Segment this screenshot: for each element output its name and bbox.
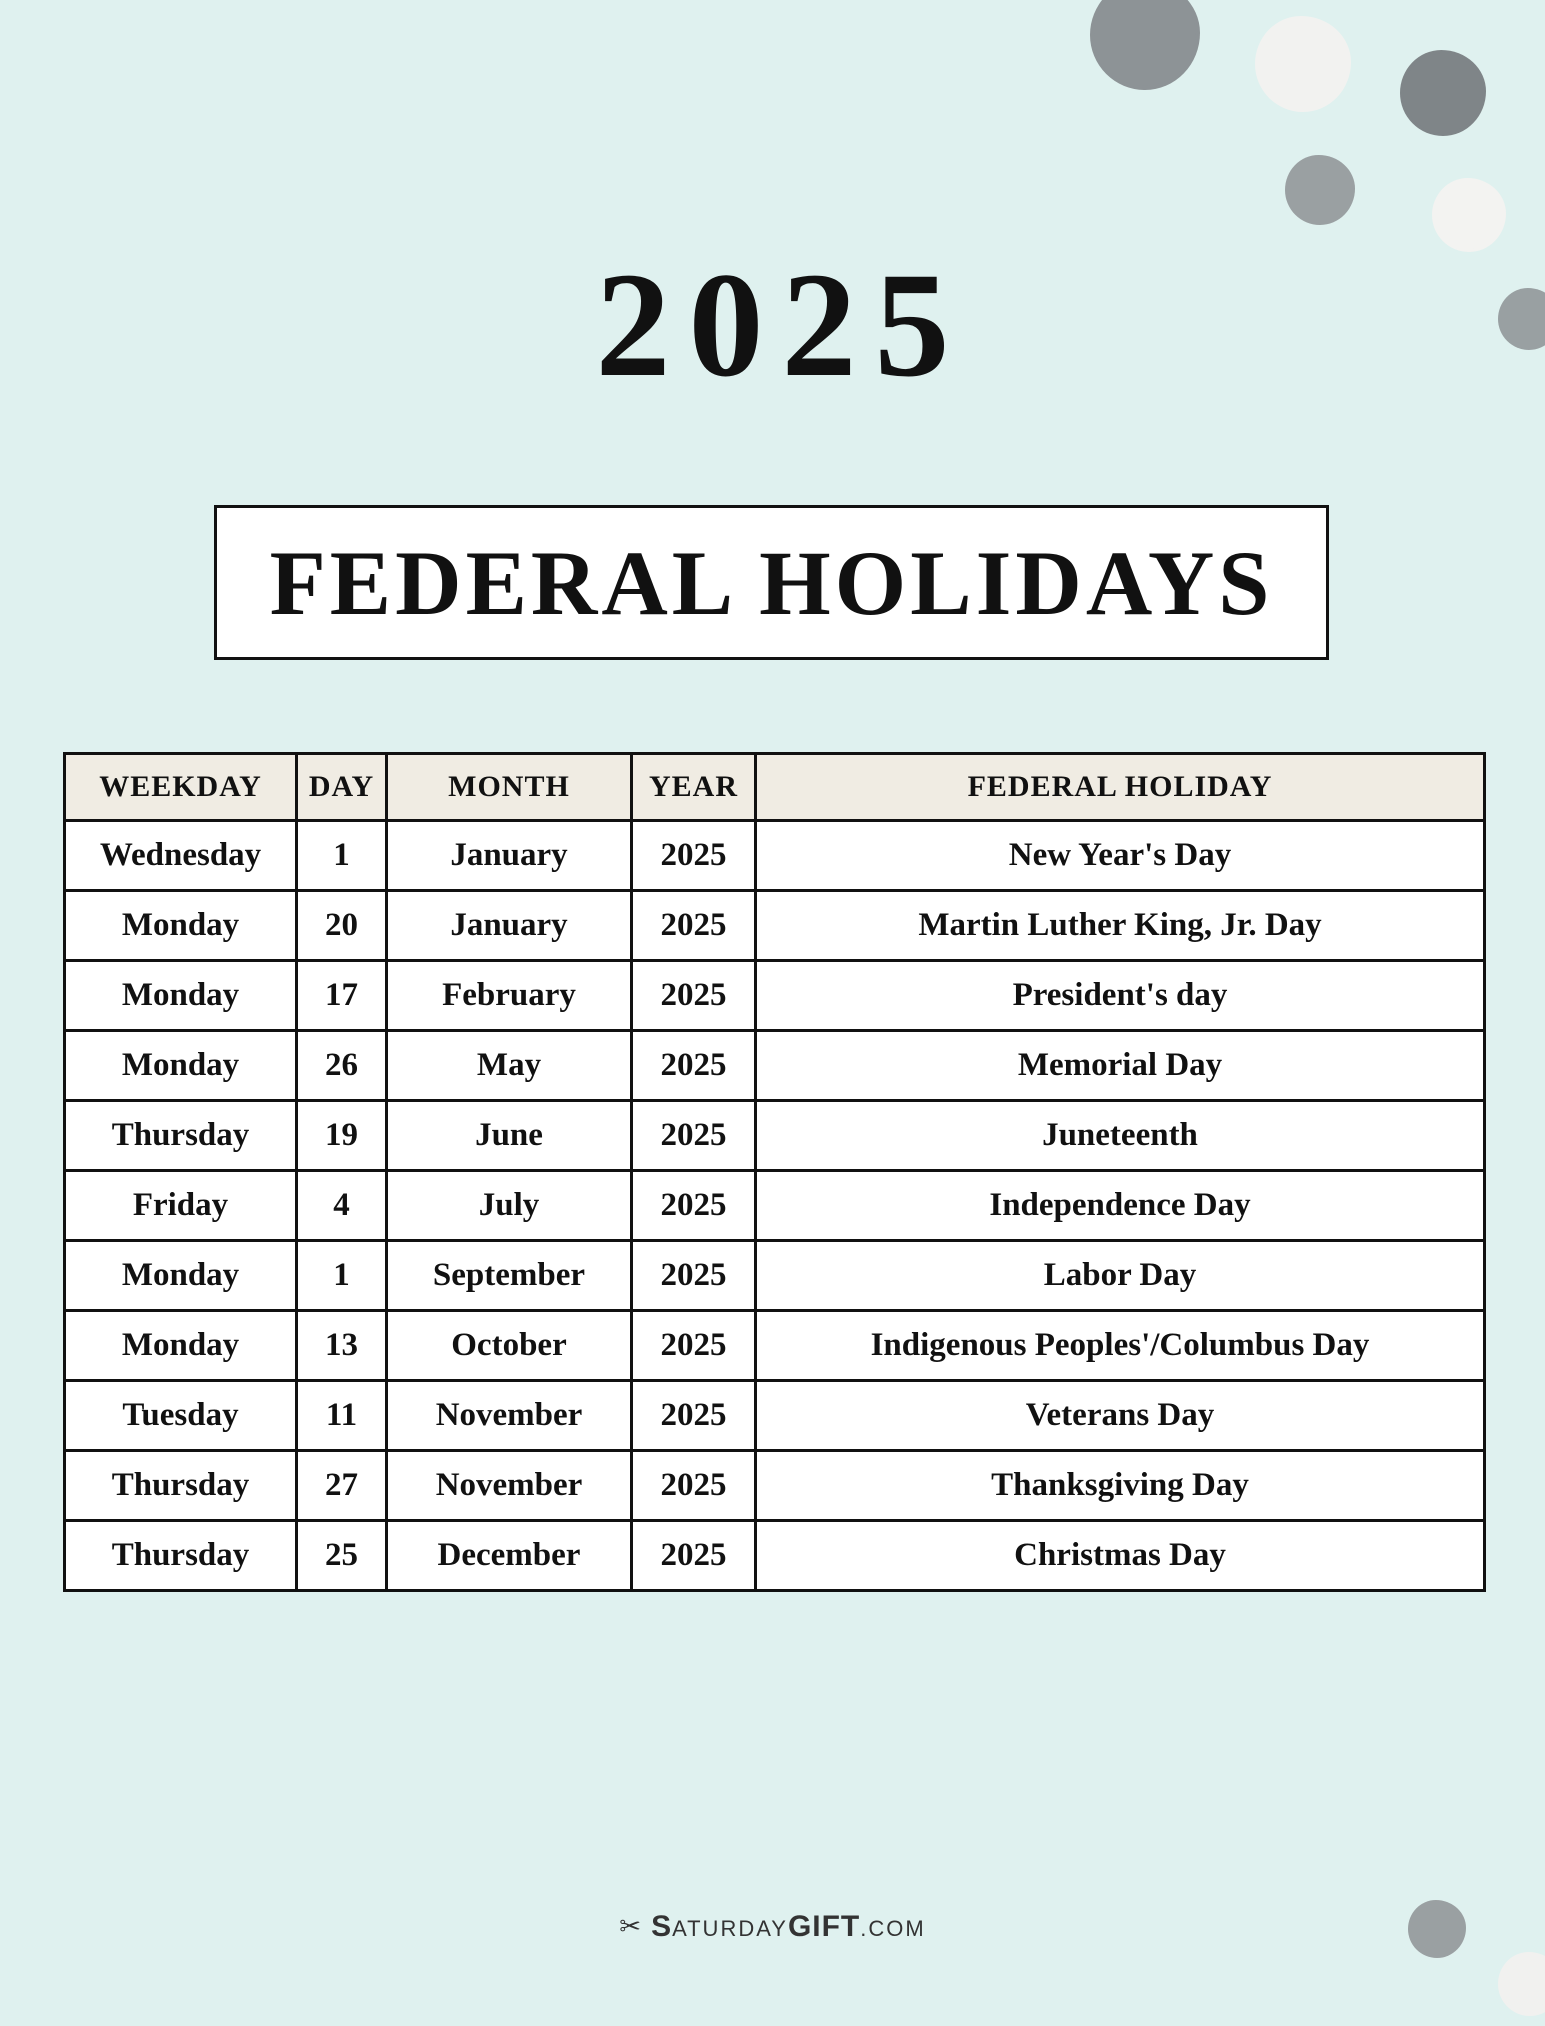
column-header-day: DAY [297,754,387,821]
cell-month: November [387,1451,632,1521]
cell-year: 2025 [632,891,756,961]
table-row [65,891,1485,961]
flower-white-3 [1498,1952,1545,2016]
column-header-year: YEAR [632,754,756,821]
scissors-icon: ✂ [619,1912,642,1941]
cell-year: 2025 [632,1311,756,1381]
holidays-table-wrap [63,752,1483,1592]
column-header-weekday: WEEKDAY [65,754,297,821]
cell-holiday: Thanksgiving Day [756,1451,1485,1521]
table-row [65,1451,1485,1521]
cell-month: November [387,1381,632,1451]
page-subtitle: FEDERAL HOLIDAYS [269,531,1274,634]
column-header-month: MONTH [387,754,632,821]
cell-day: 1 [297,1241,387,1311]
cell-holiday: Martin Luther King, Jr. Day [756,891,1485,961]
brand-second-word: GIFT [787,1910,861,1943]
cell-month: January [387,821,632,891]
cell-day: 25 [297,1521,387,1591]
cell-weekday: Monday [65,961,297,1031]
cell-weekday: Tuesday [65,1381,297,1451]
column-header-holiday: FEDERAL HOLIDAY [756,754,1485,821]
cell-weekday: Wednesday [65,821,297,891]
cell-month: February [387,961,632,1031]
cell-holiday: Christmas Day [756,1521,1485,1591]
table-row [65,1031,1485,1101]
cell-weekday: Thursday [65,1451,297,1521]
flower-petals [1090,0,1200,90]
cell-holiday: Labor Day [756,1241,1485,1311]
cell-weekday: Thursday [65,1521,297,1591]
brand-wordmark [651,1910,926,1944]
cell-day: 27 [297,1451,387,1521]
flower-gray-2 [1400,50,1486,136]
cell-weekday: Monday [65,1311,297,1381]
cell-day: 4 [297,1171,387,1241]
cell-year: 2025 [632,1031,756,1101]
cell-holiday: President's day [756,961,1485,1031]
flower-core [1131,21,1160,50]
flower-core [1432,82,1454,104]
flower-petals [1400,50,1486,136]
cell-weekday: Monday [65,1241,297,1311]
cell-day: 19 [297,1101,387,1171]
cell-day: 13 [297,1311,387,1381]
cell-month: June [387,1101,632,1171]
flower-gray-3 [1285,155,1355,225]
table-row [65,821,1485,891]
cell-weekday: Monday [65,891,297,961]
table-row [65,1521,1485,1591]
cell-year: 2025 [632,961,756,1031]
flower-petals [1498,1952,1545,2016]
flower-petals [1432,178,1506,252]
cell-weekday: Monday [65,1031,297,1101]
flower-white-2 [1432,178,1506,252]
table-header-row [65,754,1485,821]
cell-year: 2025 [632,1101,756,1171]
cell-month: May [387,1031,632,1101]
flower-core [1311,181,1329,199]
cell-day: 17 [297,961,387,1031]
cell-day: 20 [297,891,387,961]
flower-petals [1285,155,1355,225]
cell-holiday: New Year's Day [756,821,1485,891]
flower-core [1291,52,1316,77]
flower-core [1459,205,1478,224]
cell-month: January [387,891,632,961]
cell-day: 1 [297,821,387,891]
flower-white-1 [1255,16,1351,112]
cell-year: 2025 [632,1521,756,1591]
cell-month: October [387,1311,632,1381]
subtitle-box [214,505,1329,660]
brand-initial: S [651,1910,673,1943]
brand-first-word: ATURDAY [672,1916,788,1941]
cell-weekday: Friday [65,1171,297,1241]
flower-core [1522,1976,1539,1993]
cell-year: 2025 [632,1241,756,1311]
cell-weekday: Thursday [65,1101,297,1171]
page-title-year: 2025 [595,242,968,408]
table-row [65,961,1485,1031]
cell-year: 2025 [632,1171,756,1241]
cell-day: 26 [297,1031,387,1101]
cell-month: July [387,1171,632,1241]
cell-month: December [387,1521,632,1591]
table-row [65,1381,1485,1451]
footer-branding [0,1910,1545,1944]
cell-day: 11 [297,1381,387,1451]
flower-petals [1255,16,1351,112]
federal-holidays-table [63,752,1486,1592]
brand-tld: .COM [860,1916,926,1941]
table-row [65,1311,1485,1381]
cell-holiday: Juneteenth [756,1101,1485,1171]
cell-holiday: Veterans Day [756,1381,1485,1451]
cell-month: September [387,1241,632,1311]
table-row [65,1101,1485,1171]
table-row [65,1171,1485,1241]
cell-year: 2025 [632,1381,756,1451]
cell-year: 2025 [632,1451,756,1521]
flower-gray-1 [1090,0,1200,90]
cell-holiday: Independence Day [756,1171,1485,1241]
cell-year: 2025 [632,821,756,891]
table-row [65,1241,1485,1311]
cell-holiday: Memorial Day [756,1031,1485,1101]
cell-holiday: Indigenous Peoples'/Columbus Day [756,1311,1485,1381]
